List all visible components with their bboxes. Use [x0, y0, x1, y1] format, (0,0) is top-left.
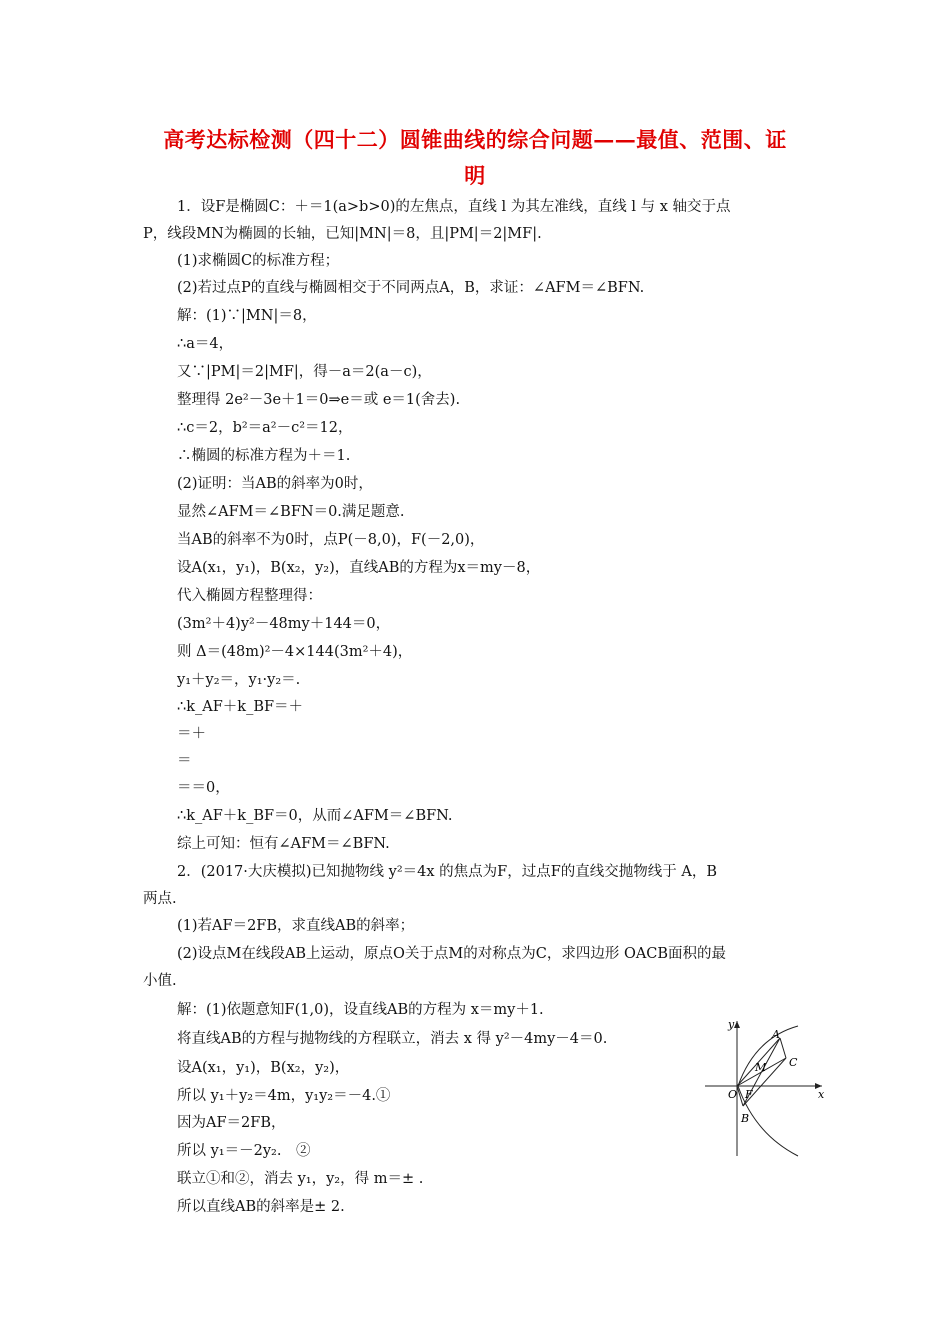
solution-line: 代入椭圆方程整理得： — [177, 588, 322, 604]
solution-line: 联立①和②，消去 y₁，y₂，得 m＝± . — [177, 1171, 424, 1187]
solution-line: 显然∠AFM＝∠BFN＝0.满足题意. — [177, 504, 405, 520]
solution-line: 所以 y₁＋y₂＝4m，y₁y₂＝－4.① — [177, 1088, 391, 1104]
solution-line: 设A(x₁，y₁)，B(x₂，y₂)， — [177, 1060, 350, 1076]
solution-line: ∴k_AF＋k_BF＝0，从而∠AFM＝∠BFN. — [177, 808, 453, 824]
solution-line: 所以 y₁＝－2y₂. ② — [177, 1143, 311, 1159]
solution-line: ∴a＝4， — [177, 336, 234, 352]
title-line-1: 高考达标检测（四十二）圆锥曲线的综合问题——最值、范围、证 — [163, 127, 787, 152]
problem-1-line: P，线段MN为椭圆的长轴，已知|MN|＝8，且|PM|＝2|MF|. — [143, 226, 542, 242]
solution-line: 则 Δ＝(48m)²－4×144(3m²＋4)， — [177, 644, 413, 660]
problem-1-part-2: (2)若过点P的直线与椭圆相交于不同两点A，B，求证：∠AFM＝∠BFN. — [177, 280, 645, 296]
label-f: F — [745, 1088, 753, 1101]
problem-2-part-2: (2)设点M在线段AB上运动，原点O关于点M的对称点为C，求四边形 OACB面积的最 — [177, 946, 727, 962]
label-b: B — [741, 1112, 750, 1125]
label-a: A — [772, 1028, 780, 1041]
solution-line: ＝＋ — [177, 726, 206, 742]
problem-2-part-2: 小值. — [143, 973, 177, 989]
solution-line: ＝ — [177, 753, 192, 769]
solution-line: (3m²＋4)y²－48my＋144＝0， — [177, 616, 391, 632]
solution-line: 所以直线AB的斜率是± 2. — [177, 1199, 345, 1215]
label-x: x — [818, 1088, 825, 1101]
solution-line: ∴c＝2，b²＝a²－c²＝12， — [177, 420, 353, 436]
problem-1-line: 1．设F是椭圆C：＋＝1(a>b>0)的左焦点，直线 l 为其左准线，直线 l 与 x 轴交于点 — [177, 199, 731, 215]
y-axis-arrow — [734, 1021, 740, 1028]
label-m: M — [755, 1061, 767, 1074]
problem-1-part-1: (1)求椭圆C的标准方程； — [177, 253, 340, 269]
solution-line: 因为AF＝2FB， — [177, 1115, 286, 1131]
solution-line: ＝＝0， — [177, 780, 230, 796]
parabola-figure — [700, 1016, 830, 1166]
solution-line: ∴椭圆的标准方程为＋＝1. — [177, 448, 351, 464]
label-y: y — [728, 1018, 735, 1031]
problem-2-line: 2．(2017·大庆模拟)已知抛物线 y²＝4x 的焦点为F，过点F的直线交抛物线于 A，B — [177, 864, 718, 880]
solution-line: (2)证明：当AB的斜率为0时， — [177, 476, 373, 492]
title-line-2: 明 — [464, 163, 486, 188]
solution-line: 又∵|PM|＝2|MF|，得－a＝2(a－c)， — [177, 364, 432, 380]
solution-line: 将直线AB的方程与抛物线的方程联立，消去 x 得 y²－4my－4＝0. — [177, 1031, 608, 1047]
problem-2-line: 两点. — [143, 891, 177, 907]
solution-line: y₁＋y₂＝，y₁·y₂＝. — [177, 672, 301, 688]
solution-line: 当AB的斜率不为0时，点P(－8,0)，F(－2,0)， — [177, 532, 485, 548]
solution-line: 综上可知：恒有∠AFM＝∠BFN. — [177, 836, 390, 852]
solution-line: 解：(1)∵|MN|＝8， — [177, 308, 317, 324]
solution-line: 解：(1)依题意知F(1,0)，设直线AB的方程为 x＝my＋1. — [177, 1002, 544, 1018]
problem-2-part-1: (1)若AF＝2FB，求直线AB的斜率； — [177, 918, 415, 934]
label-c: C — [789, 1056, 798, 1069]
segment-ac — [780, 1038, 786, 1058]
solution-line: ∴k_AF＋k_BF＝＋ — [177, 699, 304, 715]
label-o: O — [728, 1088, 738, 1101]
solution-line: 设A(x₁，y₁)，B(x₂，y₂)，直线AB的方程为x＝my－8， — [177, 560, 541, 576]
solution-line: 整理得 2e²－3e＋1＝0⇒e＝或 e＝1(舍去). — [177, 392, 461, 408]
